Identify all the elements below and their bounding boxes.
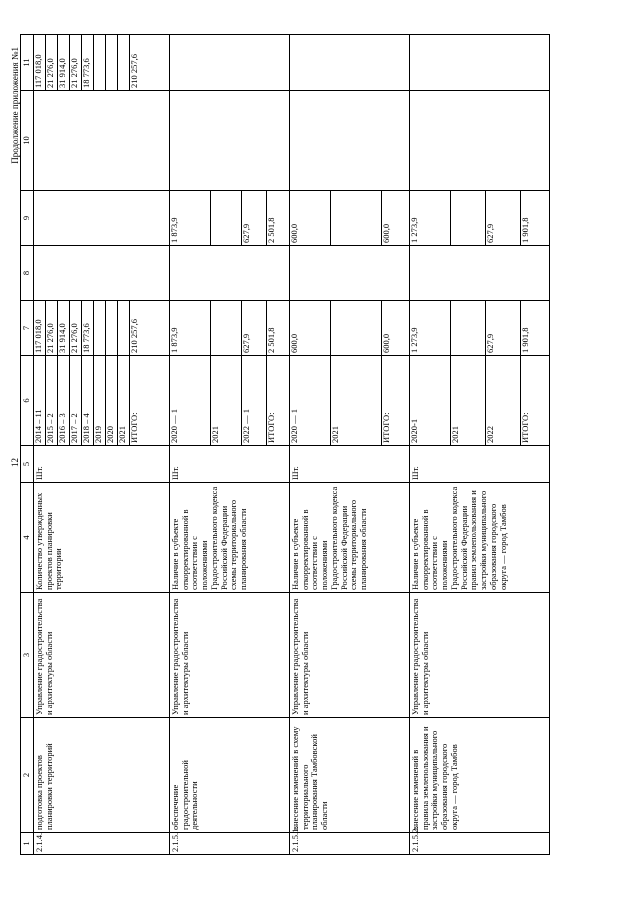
column-header: 4 bbox=[21, 483, 34, 593]
table-row bbox=[409, 35, 549, 855]
column-header: 10 bbox=[21, 91, 34, 191]
row-number: 2.1.5. bbox=[169, 833, 289, 855]
empty-cell bbox=[169, 35, 289, 91]
action-name: внесение изменений в схему территориального планирования Тамбовской области bbox=[289, 718, 409, 833]
executor: Управление градостроительства и архитектуры области bbox=[169, 593, 289, 718]
year-cell: 2021 bbox=[118, 356, 130, 445]
column-header: 6 bbox=[21, 356, 34, 446]
executor: Управление градостроительства и архитектуры области bbox=[289, 593, 409, 718]
year-list bbox=[409, 356, 549, 446]
column-header: 2 bbox=[21, 718, 34, 833]
year-cell: ИТОГО: bbox=[265, 412, 276, 443]
value-cell bbox=[94, 301, 106, 355]
empty-cell bbox=[33, 246, 169, 301]
row-number: 2.1.5.1. bbox=[289, 833, 409, 855]
header-row bbox=[21, 35, 34, 855]
value-cell: 21 276,0 bbox=[70, 301, 82, 355]
value-cell: 21 276,0 bbox=[70, 35, 82, 90]
indicator: Наличие в субъекте откорректированной в соответствии с положениями Градостроительного кодекса Российской Федерации правил землепользования и застройки муниципального образования городского округа — город Тамбов bbox=[409, 483, 549, 593]
empty-cell bbox=[409, 91, 549, 191]
column-header: 1 bbox=[21, 833, 34, 855]
year-cell: 2018 – 4 bbox=[82, 356, 94, 445]
empty-cell bbox=[289, 246, 409, 301]
value-cell: 600,0 bbox=[290, 191, 331, 245]
year-cell: 2021 bbox=[211, 356, 242, 445]
value-cell: 627,9 bbox=[242, 191, 267, 245]
year-cell: 2022 — 1 bbox=[242, 356, 267, 445]
value-cell: 600,0 bbox=[380, 333, 391, 353]
unit: Шт. bbox=[33, 446, 169, 483]
executor: Управление градостроительства и архитектуры области bbox=[409, 593, 549, 718]
empty-cell bbox=[33, 191, 169, 246]
value-cell: 2 501,8 bbox=[265, 217, 276, 243]
year-list bbox=[289, 356, 409, 446]
value-cell bbox=[211, 191, 242, 245]
year-cell: 2020 — 1 bbox=[290, 356, 331, 445]
program-table bbox=[20, 34, 550, 855]
column-header: 8 bbox=[21, 246, 34, 301]
year-cell: 2019 bbox=[94, 356, 106, 445]
value-cell: 1 273,9 bbox=[410, 191, 451, 245]
year-cell: 2015 – 2 bbox=[46, 356, 58, 445]
year-cell: 2021 bbox=[451, 356, 486, 445]
value-list-col9 bbox=[409, 191, 549, 246]
action-name: внесение изменений в правила землепользования и застройки муниципального образования городского округа — город Тамбов bbox=[409, 718, 549, 833]
year-list bbox=[169, 356, 289, 446]
value-cell bbox=[211, 301, 242, 355]
empty-cell bbox=[409, 246, 549, 301]
appendix-note: Продолжение приложения №1 bbox=[10, 47, 20, 164]
row-number: 2.1.4. bbox=[33, 833, 169, 855]
empty-cell bbox=[289, 91, 409, 191]
value-cell bbox=[106, 301, 118, 355]
value-cell bbox=[331, 301, 382, 355]
value-cell bbox=[106, 35, 118, 90]
table-row bbox=[33, 35, 169, 855]
value-cell: 210 257,6 bbox=[128, 319, 139, 353]
indicator: Наличие в субъекте откорректированной в соответствии с положениями Градостроительного кодекса Российской Федерации схемы территориального планирования области bbox=[169, 483, 289, 593]
year-cell: 2021 bbox=[331, 356, 382, 445]
value-cell bbox=[94, 35, 106, 90]
table-row bbox=[289, 35, 409, 855]
column-header: 5 bbox=[21, 446, 34, 483]
value-cell: 31 914,0 bbox=[58, 301, 70, 355]
unit: Шт. bbox=[289, 446, 409, 483]
column-header: 9 bbox=[21, 191, 34, 246]
column-header: 11 bbox=[21, 35, 34, 91]
value-cell: 1 873,9 bbox=[170, 191, 211, 245]
value-cell bbox=[118, 35, 130, 90]
value-list-col7 bbox=[169, 301, 289, 356]
year-cell: 2020 — 1 bbox=[170, 356, 211, 445]
value-cell: 627,9 bbox=[486, 191, 521, 245]
empty-cell bbox=[33, 91, 169, 191]
value-cell: 31 914,0 bbox=[58, 35, 70, 90]
value-cell: 21 276,0 bbox=[46, 35, 58, 90]
table-row bbox=[169, 35, 289, 855]
value-cell: 21 276,0 bbox=[46, 301, 58, 355]
empty-cell bbox=[409, 35, 549, 91]
value-list-col9 bbox=[169, 191, 289, 246]
executor: Управление градостроительства и архитектуры области bbox=[33, 593, 169, 718]
value-list-col9 bbox=[289, 191, 409, 246]
year-cell: ИТОГО: bbox=[380, 412, 391, 443]
value-cell bbox=[451, 301, 486, 355]
action-name: подготовка проектов планировки территорий bbox=[33, 718, 169, 833]
value-cell: 117 018,0 bbox=[34, 301, 46, 355]
row-number: 2.1.5.2. bbox=[409, 833, 549, 855]
value-list-col11 bbox=[33, 35, 169, 91]
value-cell: 18 773,6 bbox=[82, 35, 94, 90]
action-name: обеспечение градостроительной деятельности bbox=[169, 718, 289, 833]
column-header: 7 bbox=[21, 301, 34, 356]
value-cell: 1 901,8 bbox=[519, 217, 530, 243]
year-cell: 2017 – 2 bbox=[70, 356, 82, 445]
value-cell: 18 773,6 bbox=[82, 301, 94, 355]
unit: Шт. bbox=[169, 446, 289, 483]
year-cell: ИТОГО: bbox=[519, 412, 530, 443]
year-cell: 2022 bbox=[486, 356, 521, 445]
value-list-col7 bbox=[289, 301, 409, 356]
empty-cell bbox=[169, 246, 289, 301]
value-cell bbox=[331, 191, 382, 245]
column-header: 3 bbox=[21, 593, 34, 718]
value-cell: 117 018,0 bbox=[34, 35, 46, 90]
value-cell: 1 901,8 bbox=[519, 327, 530, 353]
value-cell: 1 273,9 bbox=[410, 301, 451, 355]
value-cell: 210 257,6 bbox=[128, 54, 139, 88]
year-cell: 2020-1 bbox=[410, 356, 451, 445]
value-cell: 627,9 bbox=[242, 301, 267, 355]
year-cell: 2020 bbox=[106, 356, 118, 445]
year-list bbox=[33, 356, 169, 446]
empty-cell bbox=[289, 35, 409, 91]
indicator: Количество утвержденных проектов планировки территории bbox=[33, 483, 169, 593]
indicator: Наличие в субъекте откорректированной в соответствии с положениями Градостроительного кодекса Российской Федерации схемы территориального планирования области bbox=[289, 483, 409, 593]
value-cell bbox=[118, 301, 130, 355]
value-list-col7 bbox=[33, 301, 169, 356]
value-cell: 2 501,8 bbox=[265, 327, 276, 353]
value-cell: 1 873,9 bbox=[170, 301, 211, 355]
table-body bbox=[33, 35, 549, 855]
unit: Шт. bbox=[409, 446, 549, 483]
value-cell bbox=[451, 191, 486, 245]
value-list-col7 bbox=[409, 301, 549, 356]
year-cell: 2016 – 3 bbox=[58, 356, 70, 445]
page-number: 12 bbox=[10, 458, 20, 467]
value-cell: 600,0 bbox=[290, 301, 331, 355]
year-cell: 2014 – 11 bbox=[34, 356, 46, 445]
empty-cell bbox=[169, 91, 289, 191]
value-cell: 627,9 bbox=[486, 301, 521, 355]
year-cell: ИТОГО: bbox=[128, 412, 139, 443]
value-cell: 600,0 bbox=[380, 223, 391, 243]
